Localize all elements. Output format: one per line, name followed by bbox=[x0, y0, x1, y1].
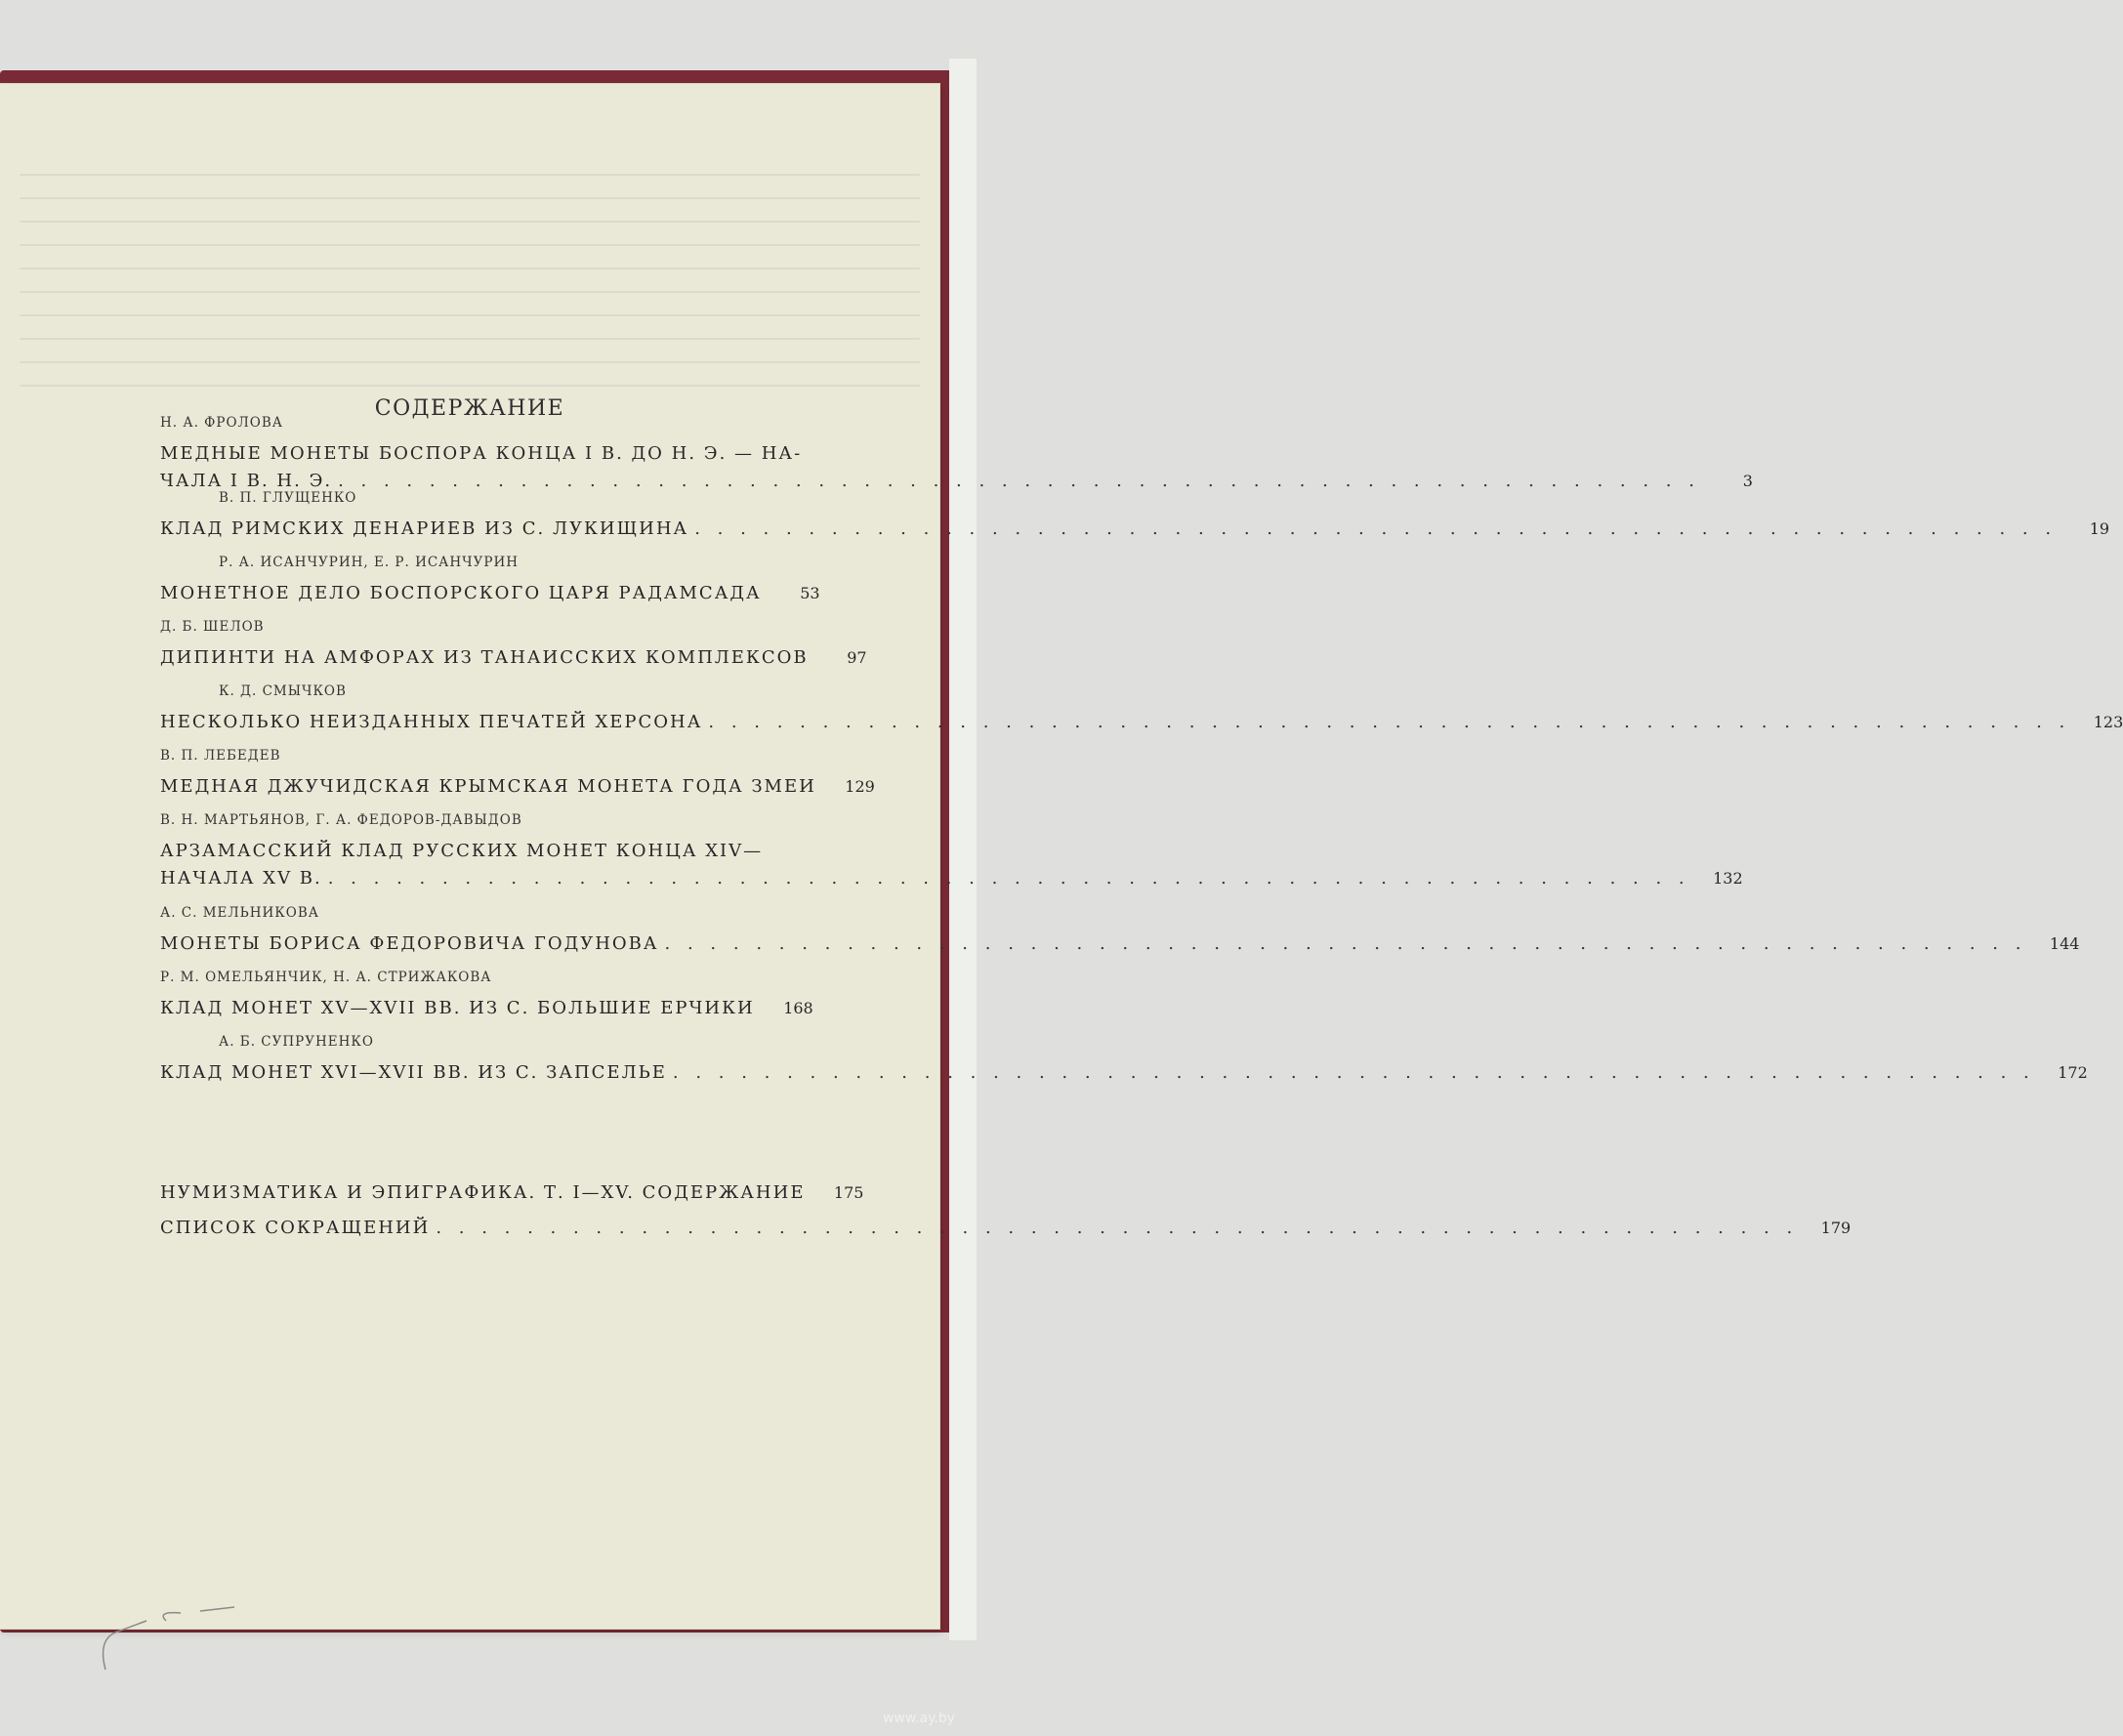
entry-title: ЧАЛА I В. Н. Э. bbox=[160, 471, 333, 491]
entry-author: Н. А. ФРОЛОВА bbox=[160, 415, 283, 431]
entry-title: ДИПИНТИ НА АМФОРАХ ИЗ ТАНАИССКИХ КОМПЛЕКСОВ bbox=[160, 647, 809, 668]
entry-title-line bbox=[160, 865, 1743, 892]
entry-title-line bbox=[160, 516, 2110, 543]
entry-author: Д. Б. ШЕЛОВ bbox=[160, 619, 265, 635]
entry-author: В. Н. МАРТЬЯНОВ, Г. А. ФЕДОРОВ-ДАВЫДОВ bbox=[160, 812, 522, 828]
entry-author: В. П. ГЛУЩЕНКО bbox=[219, 490, 357, 506]
entry-title-line bbox=[160, 644, 867, 672]
page-number: 168 bbox=[783, 999, 813, 1017]
dot-leader: . . . . . . . . . . . . . . . . . . . . . . . . . . . . . . . . . . . . . . . . . . . . . . . . . . . . . . . . . . . . bbox=[708, 712, 2071, 732]
book-cover-edge bbox=[949, 59, 977, 1640]
page-number: 132 bbox=[1713, 869, 1743, 888]
entry-author: Р. А. ИСАНЧУРИН, Е. Р. ИСАНЧУРИН bbox=[219, 555, 519, 570]
toc-entry-martyanov bbox=[160, 812, 1743, 892]
toc-entry-melnikova bbox=[160, 905, 2080, 958]
entry-title: МОНЕТЫ БОРИСА ФЕДОРОВИЧА ГОДУНОВА bbox=[160, 933, 659, 954]
entry-title: МЕДНЫЕ МОНЕТЫ БОСПОРА КОНЦА I В. ДО Н. Э. — НА- bbox=[160, 443, 803, 464]
page-number: 144 bbox=[2049, 934, 2080, 953]
toc-entry-omelyanchik bbox=[160, 970, 813, 1022]
entry-title: КЛАД МОНЕТ XV—XVII ВВ. ИЗ С. БОЛЬШИЕ ЕРЧИКИ bbox=[160, 998, 755, 1018]
toc-entry-frolova bbox=[160, 415, 1753, 495]
entry-title-line bbox=[160, 1179, 864, 1207]
entry-title: КЛАД МОНЕТ XVI—XVII ВВ. ИЗ С. ЗАПСЕЛЬЕ bbox=[160, 1062, 667, 1083]
entry-title: НАЧАЛА XV В. bbox=[160, 868, 322, 889]
dot-leader: . . . . . . . . . . . . . . . . . . . . . . . . . . . . . . . . . . . . . . . . . . . . . . . . . . . . . . . . . . . . bbox=[338, 471, 1700, 491]
entry-title-line bbox=[160, 709, 2123, 736]
entry-author: В. П. ЛЕБЕДЕВ bbox=[160, 748, 281, 764]
entry-author: К. Д. СМЫЧКОВ bbox=[219, 683, 347, 699]
page-number: 175 bbox=[833, 1183, 864, 1202]
page-number: 129 bbox=[845, 777, 875, 796]
entry-title: МЕДНАЯ ДЖУЧИДСКАЯ КРЫМСКАЯ МОНЕТА ГОДА ЗМЕИ bbox=[160, 776, 816, 797]
toc-entry-suprunenko bbox=[160, 1034, 2088, 1087]
entry-author: А. Б. СУПРУНЕНКО bbox=[219, 1034, 374, 1050]
watermark: www.ay.by bbox=[882, 1711, 955, 1726]
dot-leader: . . . . . . . . . . . . . . . . . . . . . . . . . . . . . . . . . . . . . . . . . . . . . . . . . . . . . . . . . . . . bbox=[694, 518, 2058, 539]
entry-title: СПИСОК СОКРАЩЕНИЙ bbox=[160, 1218, 431, 1238]
entry-title-line bbox=[160, 580, 820, 607]
entry-author: А. С. МЕЛЬНИКОВА bbox=[160, 905, 319, 921]
dot-leader: . . . . . . . . . . . . . . . . . . . . . . . . . . . . . . . . . . . . . . . . . . . . . . . . . . . . . . . . . . . . bbox=[436, 1218, 1799, 1238]
toc-entry-glushchenko bbox=[160, 490, 2110, 543]
toc-entry-smychkov bbox=[160, 683, 2123, 736]
toc-entry-index bbox=[160, 1179, 864, 1207]
page-number: 123 bbox=[2093, 713, 2123, 731]
pencil-mark bbox=[88, 1601, 283, 1679]
entry-title-line bbox=[160, 1215, 1852, 1242]
entry-title: КЛАД РИМСКИХ ДЕНАРИЕВ ИЗ С. ЛУКИЩИНА bbox=[160, 518, 689, 539]
entry-title-line bbox=[160, 930, 2080, 958]
page-number: 179 bbox=[1820, 1219, 1852, 1237]
page-number: 19 bbox=[2089, 519, 2110, 538]
page-title: СОДЕРЖАНИЕ bbox=[374, 396, 565, 421]
entry-title-line bbox=[160, 995, 813, 1022]
book-page bbox=[0, 84, 2123, 1629]
entry-title: АРЗАМАССКИЙ КЛАД РУССКИХ МОНЕТ КОНЦА XIV— bbox=[160, 841, 764, 861]
dot-leader: . . . . . . . . . . . . . . . . . . . . . . . . . . . . . . . . . . . . . . . . . . . . . . . . . . . . . . . . . . . . bbox=[672, 1062, 2035, 1083]
entry-title-line bbox=[160, 1059, 2088, 1087]
entry-title-line bbox=[160, 440, 803, 468]
entry-title: МОНЕТНОЕ ДЕЛО БОСПОРСКОГО ЦАРЯ РАДАМСАДА bbox=[160, 583, 762, 603]
toc-entry-lebedev bbox=[160, 748, 875, 801]
toc-entry-isanchurin bbox=[160, 555, 820, 607]
dot-leader: . . . . . . . . . . . . . . . . . . . . . . . . . . . . . . . . . . . . . . . . . . . . . . . . . . . . . . . . . . . . bbox=[327, 868, 1690, 889]
dot-leader: . . . . . . . . . . . . . . . . . . . . . . . . . . . . . . . . . . . . . . . . . . . . . . . . . . . . . . . . . . . . bbox=[664, 933, 2027, 954]
entry-title-line bbox=[160, 838, 800, 865]
entry-title: НЕСКОЛЬКО НЕИЗДАННЫХ ПЕЧАТЕЙ ХЕРСОНА bbox=[160, 712, 703, 732]
page-number: 3 bbox=[1742, 472, 1753, 490]
page-number: 172 bbox=[2058, 1063, 2088, 1082]
toc-entry-shelov bbox=[160, 619, 867, 672]
entry-title: НУМИЗМАТИКА И ЭПИГРАФИКА. Т. I—XV. СОДЕРЖАНИЕ bbox=[160, 1182, 806, 1203]
entry-author: Р. М. ОМЕЛЬЯНЧИК, Н. А. СТРИЖАКОВА bbox=[160, 970, 492, 985]
entry-title-line bbox=[160, 773, 875, 801]
toc-entry-abbreviations bbox=[160, 1215, 1852, 1242]
page-number: 53 bbox=[800, 584, 820, 602]
page-number: 97 bbox=[847, 648, 867, 667]
